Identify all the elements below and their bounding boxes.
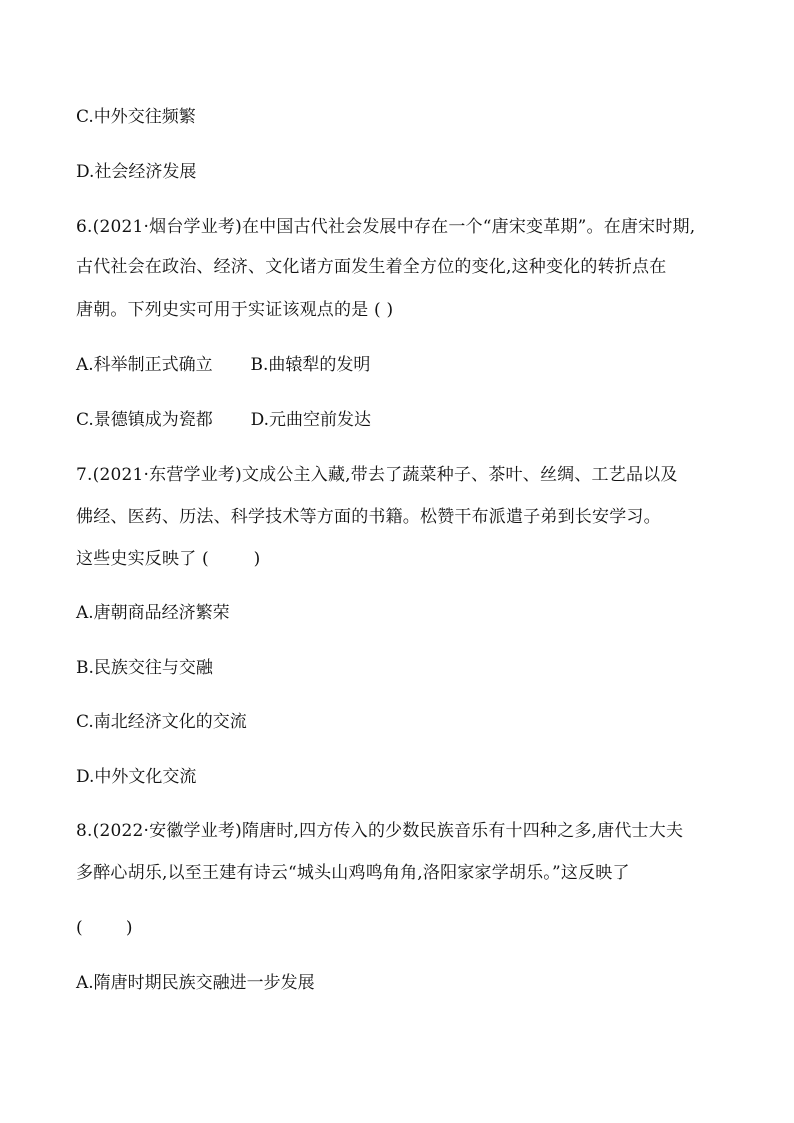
question-8-line-1: 8.(2022·安徽学业考)隋唐时,四方传入的少数民族音乐有十四种之多,唐代士大夫 [76, 821, 684, 841]
question-6-line-2: 古代社会在政治、经济、文化诸方面发生着全方位的变化,这种变化的转折点在 [76, 257, 667, 277]
question-7-line-3: 这些史实反映了 ( ) [76, 549, 261, 569]
question-8-line-2: 多醉心胡乐,以至王建有诗云“城头山鸡鸣角角,洛阳家家学胡乐。”这反映了 [76, 863, 630, 883]
question-8-option-a: A.隋唐时期民族交融进一步发展 [76, 973, 315, 993]
option-c-previous: C.中外交往频繁 [76, 107, 196, 127]
option-d-previous: D.社会经济发展 [76, 162, 197, 182]
question-7-option-c: C.南北经济文化的交流 [76, 712, 247, 732]
question-7-line-2: 佛经、医药、历法、科学技术等方面的书籍。松赞干布派遣子弟到长安学习。 [76, 507, 661, 527]
question-7-line-1: 7.(2021·东营学业考)文成公主入藏,带去了蔬菜种子、茶叶、丝绸、工艺品以及 [76, 465, 678, 485]
question-6-line-3: 唐朝。下列史实可用于实证该观点的是 ( ) [76, 300, 394, 320]
question-6-options-cd: C.景德镇成为瓷都 D.元曲空前发达 [76, 410, 372, 430]
question-7-option-d: D.中外文化交流 [76, 767, 197, 787]
question-6-options-ab: A.科举制正式确立 B.曲辕犁的发明 [76, 355, 371, 375]
question-7-option-a: A.唐朝商品经济繁荣 [76, 603, 230, 623]
question-6-line-1: 6.(2021·烟台学业考)在中国古代社会发展中存在一个“唐宋变革期”。在唐宋时期, [76, 217, 696, 237]
question-7-option-b: B.民族交往与交融 [76, 658, 213, 678]
question-8-answer-blank: ( ) [76, 918, 133, 938]
